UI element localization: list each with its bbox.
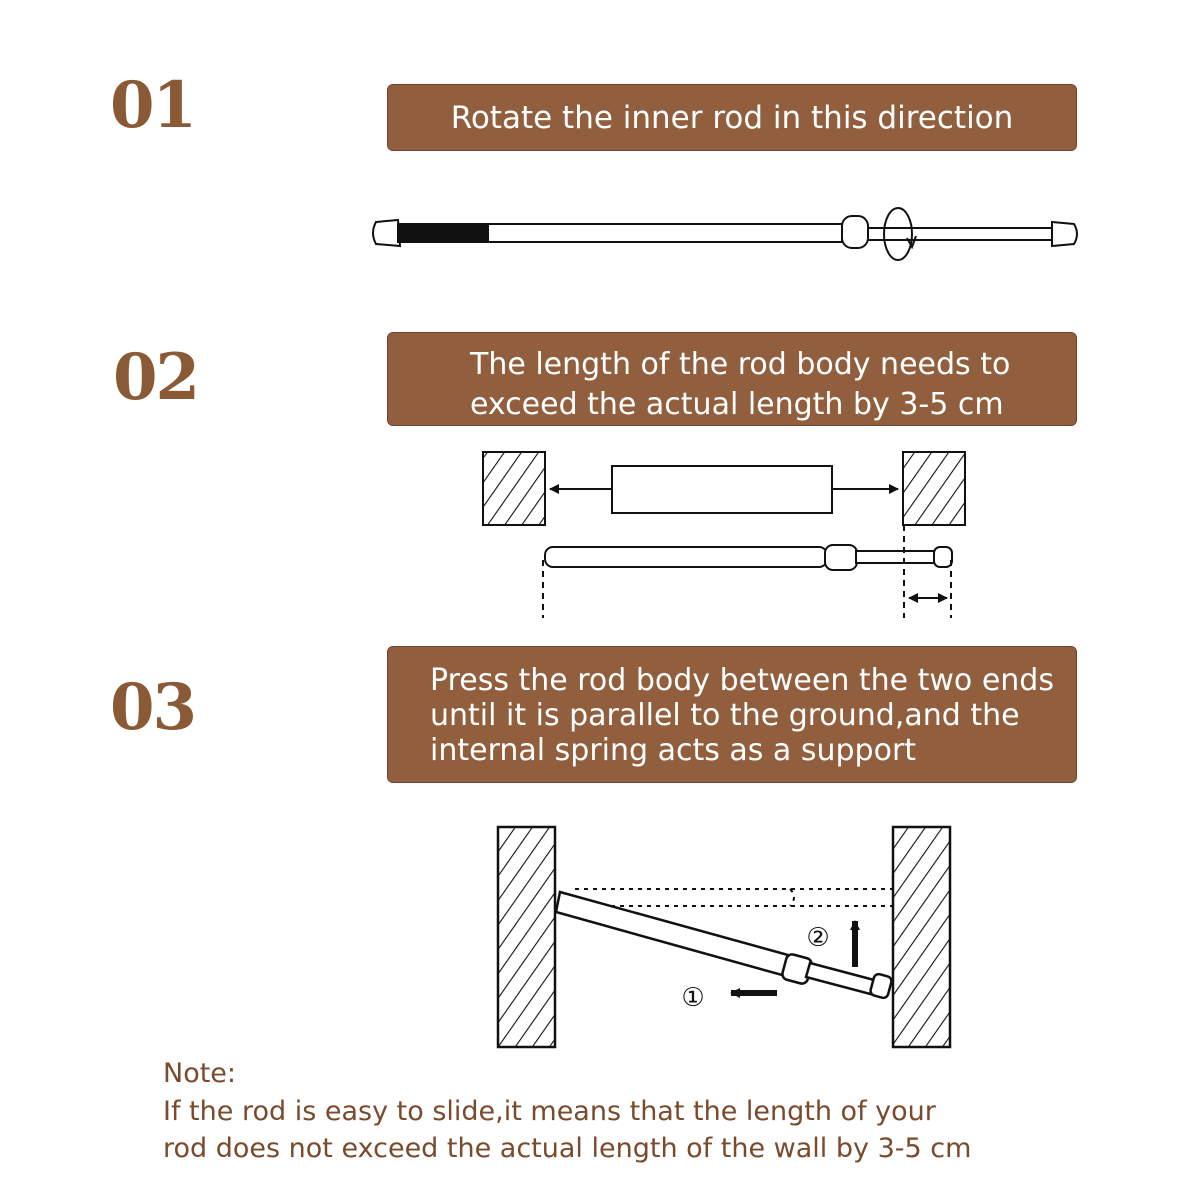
rod-parallel-position-dotted (575, 889, 893, 906)
note-line-1: If the rod is easy to slide,it means that the length of your (163, 1096, 936, 1127)
step-02-text-line-1: The length of the rod body needs to (470, 347, 1011, 382)
rod-outer-tube (545, 547, 827, 567)
rod-joint-collar (825, 545, 857, 570)
note-line-2: rod does not exceed the actual length of the wall by 3-5 cm (163, 1133, 972, 1164)
step-marker-2: ② (806, 923, 830, 953)
wall-right-icon (893, 827, 950, 1047)
rod-end-cap-right (1052, 222, 1077, 246)
wall-right-icon (903, 452, 965, 525)
rod-end-cap-left (373, 220, 400, 246)
rod-inner-tube (868, 228, 1054, 240)
step-number-01: 01 (110, 68, 196, 143)
rod-joint-collar (842, 216, 868, 248)
step-03-text-line-3: internal spring acts as a support (430, 733, 917, 768)
step-number-02: 02 (113, 340, 199, 415)
step-02-text-line-2: exceed the actual length by 3-5 cm (470, 387, 1004, 422)
step-01-text-line: Rotate the inner rod in this direction (450, 100, 1014, 136)
step-03-text-line-1: Press the rod body between the two ends (430, 663, 1054, 698)
step-03-text-line-2: until it is parallel to the ground,and the (430, 698, 1020, 733)
rod-inner-tube (856, 551, 936, 563)
rod-grip-dark (398, 224, 488, 242)
step-01-rod-illustration (373, 208, 1077, 260)
note-title: Note: (163, 1058, 237, 1089)
wall-left-icon (498, 827, 555, 1047)
rod-tilted (556, 892, 893, 999)
step-02-measure-illustration (483, 452, 965, 618)
wall-left-icon (483, 452, 545, 525)
step-number-03: 03 (110, 670, 196, 745)
step-03-install-illustration (498, 827, 950, 1047)
rod-end-cap-right (934, 547, 952, 567)
step-marker-1: ① (681, 983, 705, 1013)
rod-outer-tube (488, 224, 842, 242)
rod-body-box (612, 466, 832, 513)
